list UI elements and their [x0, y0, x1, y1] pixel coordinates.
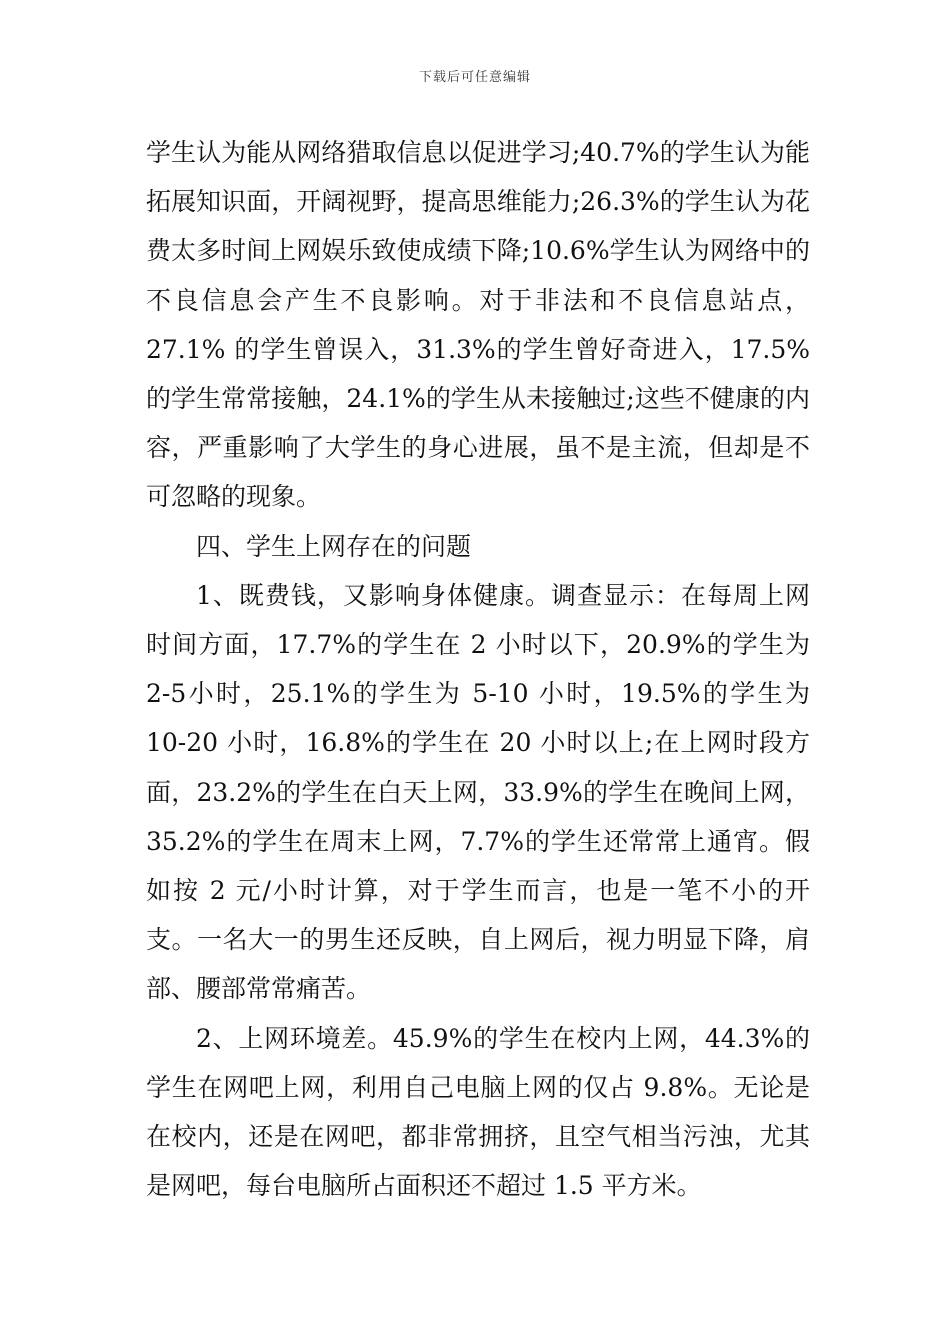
- page-header: 下载后可任意编辑: [418, 70, 531, 85]
- paragraph-continuation: 学生认为能从网络猎取信息以促进学习;40.7%的学生认为能拓展知识面，开阔视野，提高思维能力;26.3%的学生认为花费太多时间上网娱乐致使成绩下降;10.6%学生认为网络中的不良信息会产生不良影响。对于非法和不良信息站点， 27.1% 的学生曾误入，31.3%的学生曾好奇进入，17.5%的学生常常接触，24.1%的学生从未接触过;这些不健康的内容，严重影响了大学生的身心进展，虽不是主流，但却是不可忽略的现象。: [146, 138, 810, 512]
- paragraph-cost-health: 1、既费钱，又影响身体健康。调查显示：在每周上网时间方面，17.7%的学生在 2 小时以下，20.9%的学生为 2-5小时，25.1%的学生为 5-10 小时，19.5%的学生为 10-20 小时，16.8%的学生在 20 小时以上;在上网时段方面，23.2%的学生在白天上网，33.9%的学生在晚间上网，35.2%的学生在周末上网，7.7%的学生还常常上通宵。假如按 2 元/小时计算，对于学生而言，也是一笔不小的开支。一名大一的男生还反映，自上网后，视力明显下降，肩部、腰部常常痛苦。: [146, 580, 810, 1004]
- paragraph-environment: 2、上网环境差。45.9%的学生在校内上网，44.3%的学生在网吧上网，利用自己电脑上网的仅占 9.8%。无论是在校内，还是在网吧，都非常拥挤，且空气相当污浊，尤其是网吧，每台电脑所占面积还不超过 1.5 平方米。: [146, 1023, 810, 1201]
- section-heading: 四、学生上网存在的问题: [196, 531, 472, 561]
- document-body: [146, 128, 810, 1210]
